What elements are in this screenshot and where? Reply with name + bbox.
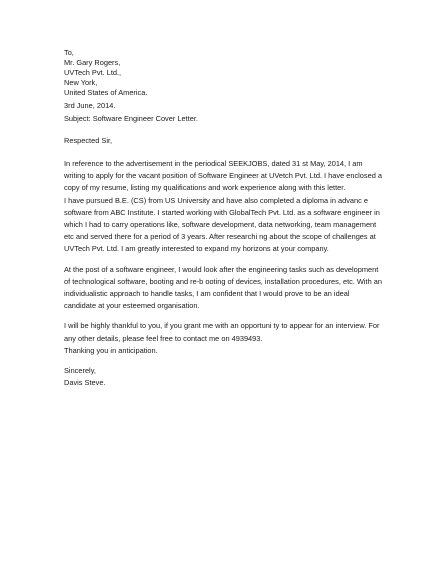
paragraph-line: In reference to the advertisement in the periodical SEEKJOBS, dated 31 st May, 2014, I am	[64, 159, 363, 168]
recipient-address	[64, 48, 384, 98]
paragraph-closing	[64, 320, 384, 357]
letter-subject: Subject: Software Engineer Cover Letter.	[64, 114, 198, 123]
closing: Sincerely,	[64, 366, 96, 376]
salutation: Respected Sir,	[64, 136, 113, 145]
paragraph-line: which I had to carry operations like, software development, data networking, team management	[64, 220, 377, 230]
address-line: Mr. Gary Rogers,	[64, 58, 121, 67]
paragraph-line: Thanking you in anticipation.	[64, 345, 158, 355]
paragraph-line: At the post of a software engineer, I would look after the engineering tasks such as development	[64, 264, 379, 274]
paragraph-line: UVTech Pvt. Ltd. I am greatly interested to expand my horizons at your company.	[64, 244, 329, 254]
signature: Davis Steve.	[64, 378, 106, 388]
address-line: UVTech Pvt. Ltd.,	[64, 68, 122, 77]
paragraph-line: writing to apply for the vacant position of Software Engineer at UVetch Pvt. Ltd. I have enclosed a	[64, 171, 382, 181]
paragraph-line: individualistic approach to handle tasks, I am confident that I would prove to be an ideal	[64, 289, 350, 299]
paragraph-line: copy of my resume, listing my qualifications and work experience along with this letter.	[64, 183, 346, 193]
paragraph-role	[64, 264, 384, 313]
paragraph-line: candidate at your esteemed organisation.	[64, 301, 200, 311]
paragraph-line: I have pursued B.E. (CS) from US University and have also completed a diploma in advanc e	[64, 195, 368, 205]
paragraph-line: any other details, please feel free to contact me on 4939493.	[64, 333, 263, 343]
address-line: New York,	[64, 78, 98, 87]
address-line: To,	[64, 48, 74, 57]
address-line: United States of America.	[64, 88, 148, 97]
paragraph-line: etc and served there for a period of 3 years. After researchi ng about the scope of challenges at	[64, 232, 376, 242]
letter-date: 3rd June, 2014.	[64, 101, 116, 110]
cover-letter	[64, 48, 384, 389]
paragraph-line: software from ABC Institute. I started working with GlobalTech Pvt. Ltd. as a software engineer in	[64, 207, 380, 217]
paragraph-introduction	[64, 158, 384, 256]
paragraph-line: of technological software, booting and re-b ooting of devices, installation procedures, etc. With an	[64, 276, 382, 286]
paragraph-line: I will be highly thankful to you, if you grant me with an opportuni ty to appear for an interview. For	[64, 321, 380, 331]
